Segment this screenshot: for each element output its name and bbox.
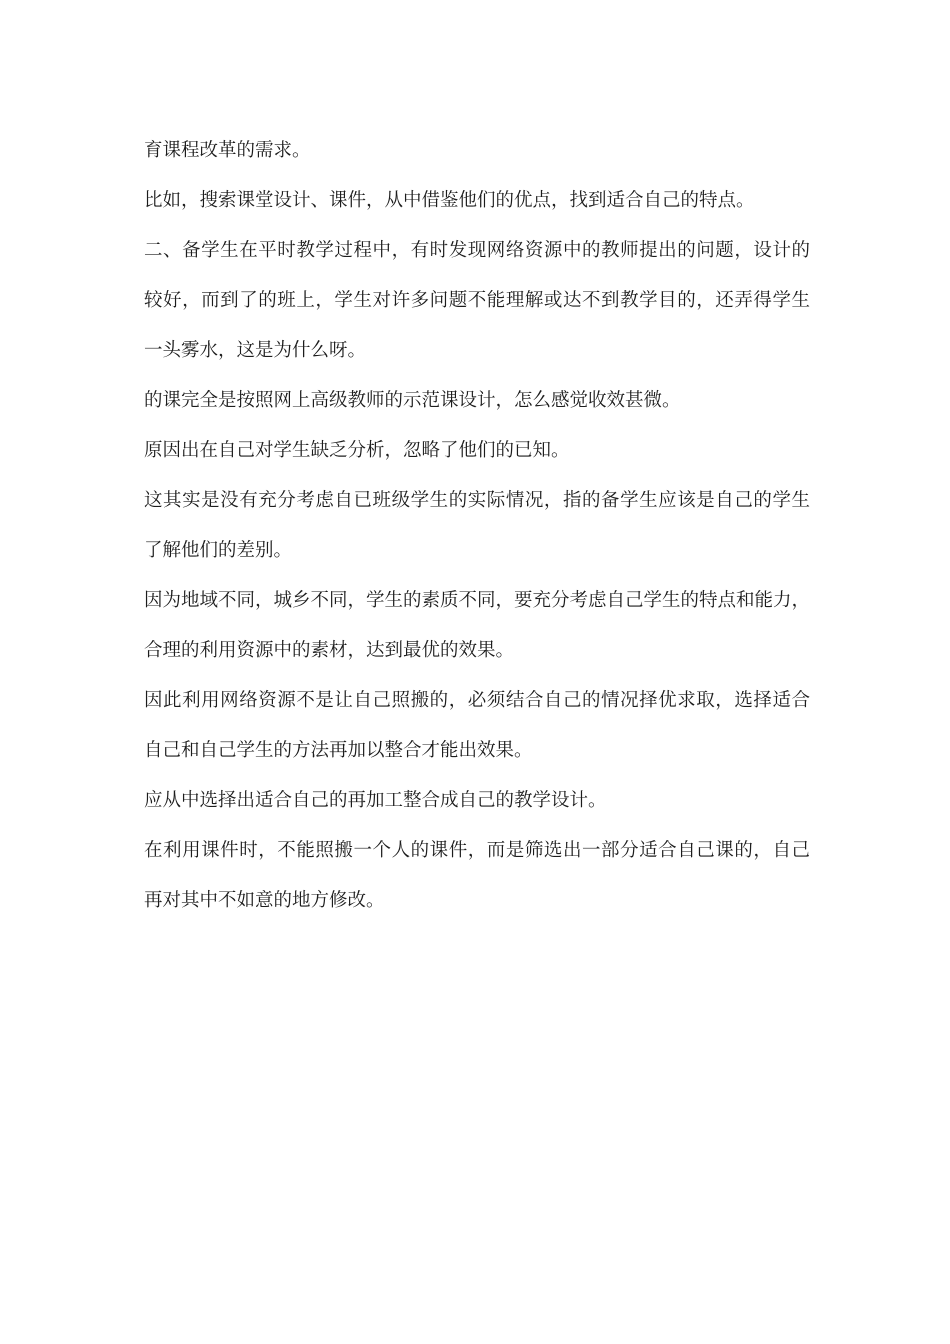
text-line: 再对其中不如意的地方修改。 (144, 890, 385, 911)
text-line: 较好，而到了的班上，学生对许多问题不能理解或达不到教学目的，还弄得学生 (144, 290, 810, 311)
text-line: 二、备学生在平时教学过程中，有时发现网络资源中的教师提出的问题，设计的 (144, 240, 810, 261)
text-line: 一头雾水，这是为什么呀。 (144, 340, 367, 361)
text-line: 合理的利用资源中的素材，达到最优的效果。 (144, 640, 515, 661)
text-line: 自己和自己学生的方法再加以整合才能出效果。 (144, 740, 533, 761)
text-line: 原因出在自己对学生缺乏分析，忽略了他们的已知。 (144, 440, 570, 461)
text-line: 因此利用网络资源不是让自己照搬的，必须结合自己的情况择优求取，选择适合 (144, 690, 810, 711)
text-line: 了解他们的差别。 (144, 540, 293, 561)
text-line: 因为地域不同，城乡不同，学生的素质不同，要充分考虑自己学生的特点和能力， (144, 590, 811, 611)
document-body (144, 133, 810, 933)
text-line: 在利用课件时，不能照搬一个人的课件，而是筛选出一部分适合自己课的，自己 (144, 840, 810, 861)
text-line: 的课完全是按照网上高级教师的示范课设计，怎么感觉收效甚微。 (144, 390, 681, 411)
text-line: 这其实是没有充分考虑自已班级学生的实际情况，指的备学生应该是自己的学生 (144, 490, 810, 511)
text-line: 育课程改革的需求。 (144, 140, 311, 161)
text-line: 比如，搜索课堂设计、课件，从中借鉴他们的优点，找到适合自己的特点。 (144, 190, 755, 211)
text-line: 应从中选择出适合自己的再加工整合成自己的教学设计。 (144, 790, 607, 811)
